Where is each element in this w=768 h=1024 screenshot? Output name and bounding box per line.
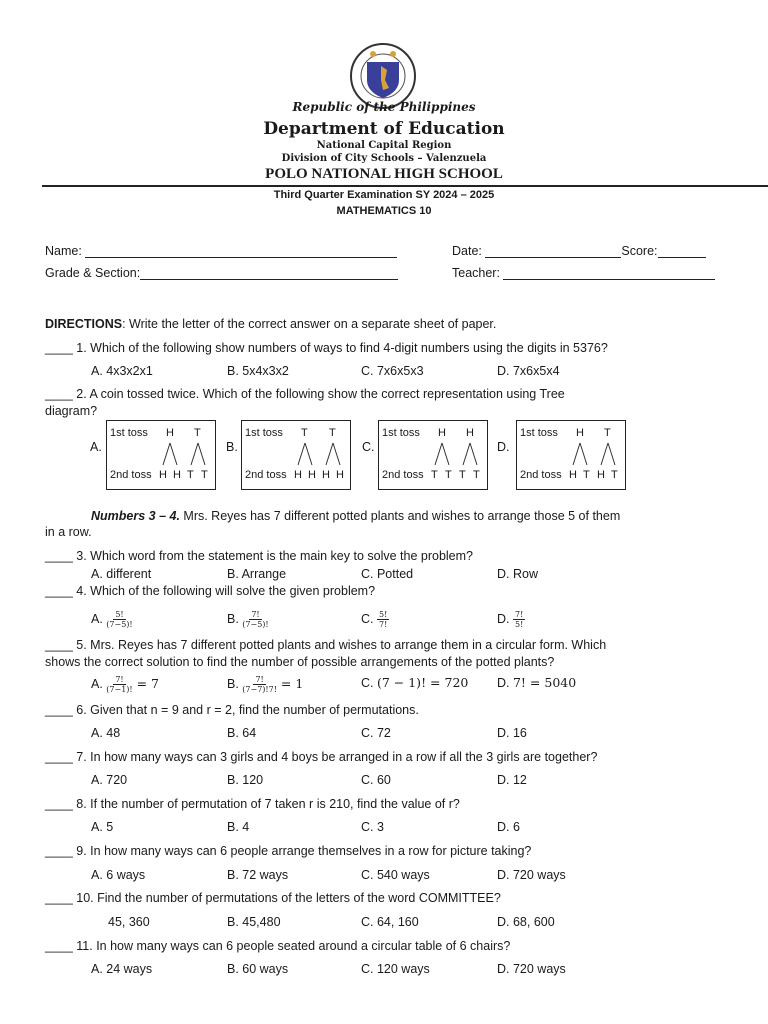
option-letter: C.	[361, 611, 377, 626]
question-5-text-cont: shows the correct solution to find the number of possible arrangements of the potted plants?	[45, 655, 555, 669]
second-toss-outcome: T	[459, 469, 466, 481]
question-9	[45, 844, 531, 858]
question-3	[45, 549, 473, 563]
first-toss-label: 1st toss	[110, 427, 148, 439]
q1-option-c: C. 7x6x5x3	[361, 364, 424, 378]
q5-option-a	[91, 675, 159, 694]
name-label: Name:	[45, 244, 82, 258]
second-toss-outcome: T	[583, 469, 590, 481]
question-8-text: 8. If the number of permutation of 7 taken r is 210, find the value of r?	[76, 797, 460, 811]
teacher-field[interactable]	[452, 266, 715, 280]
directions	[45, 317, 496, 331]
department-heading: Department of Education	[263, 119, 505, 139]
division-heading: Division of City Schools – Valenzuela	[281, 153, 487, 164]
teacher-label: Teacher:	[452, 266, 500, 280]
second-toss-label: 2nd toss	[110, 469, 152, 481]
answer-blank[interactable]: ____	[45, 891, 77, 905]
score-label: Score:	[621, 244, 658, 258]
answer-blank[interactable]: ____	[45, 549, 77, 563]
q7-option-b: B. 120	[227, 773, 264, 787]
answer-blank[interactable]: ____	[45, 750, 77, 764]
first-toss-outcome: T	[301, 427, 308, 439]
branch-line	[305, 443, 312, 465]
tree-diagram-b[interactable]	[241, 420, 351, 490]
denominator: (7−1)!	[106, 685, 133, 694]
answer-blank[interactable]: ____	[45, 844, 77, 858]
q8-option-d: D. 6	[497, 820, 520, 834]
second-toss-outcome: T	[611, 469, 618, 481]
option-letter: A.	[91, 611, 107, 626]
branch-line	[463, 443, 470, 465]
first-toss-outcome: T	[604, 427, 611, 439]
numerator: 5!	[378, 610, 388, 619]
q9-option-a: A. 6 ways	[91, 868, 146, 882]
q5-option-b	[227, 675, 303, 694]
numerator: 7!	[251, 610, 260, 619]
second-toss-outcome: T	[187, 469, 194, 481]
question-3-text: 3. Which word from the statement is the main key to solve the problem?	[76, 549, 473, 563]
date-score-field[interactable]	[452, 244, 706, 258]
branch-line	[170, 443, 177, 465]
second-toss-outcome: H	[159, 469, 167, 481]
q9-option-c: C. 540 ways	[361, 868, 430, 882]
answer-blank[interactable]: ____	[45, 638, 77, 652]
directions-label: DIRECTIONS	[45, 317, 123, 331]
branch-line	[163, 443, 170, 465]
branch-line	[191, 443, 198, 465]
second-toss-outcome: H	[336, 469, 344, 481]
question-6-text: 6. Given that n = 9 and r = 2, find the number of permutations.	[76, 703, 419, 717]
second-toss-outcome: H	[322, 469, 330, 481]
answer-blank[interactable]: ____	[45, 703, 77, 717]
second-toss-outcome: H	[173, 469, 181, 481]
region-heading: National Capital Region	[316, 140, 452, 151]
q7-option-c: C. 60	[361, 773, 391, 787]
question-5-text: 5. Mrs. Reyes has 7 different potted plants and wishes to arrange them in a circular form. Which	[76, 638, 607, 652]
q10-option-a: 45, 360	[108, 915, 150, 929]
option-letter: B.	[227, 611, 243, 626]
q10-option-c: C. 64, 160	[361, 915, 419, 929]
numerator: 5!	[115, 610, 124, 619]
q11-option-a: A. 24 ways	[91, 962, 153, 976]
option-letter: D.	[497, 611, 513, 626]
first-toss-outcome: H	[438, 427, 446, 439]
fraction	[242, 675, 277, 694]
date-label: Date:	[452, 244, 482, 258]
q3-option-a: A. different	[91, 567, 152, 581]
answer-blank[interactable]: ____	[45, 797, 77, 811]
q10-option-d: D. 68, 600	[497, 915, 555, 929]
branch-line	[601, 443, 608, 465]
question-2-text: 2. A coin tossed twice. Which of the following show the correct representation using Tree	[76, 387, 565, 401]
tree-diagram-c[interactable]	[378, 420, 488, 490]
expression: 7! = 5040	[512, 675, 577, 690]
second-toss-outcome: T	[201, 469, 208, 481]
question-11	[45, 939, 510, 953]
question-11-text: 11. In how many ways can 6 people seated around a circular table of 6 chairs?	[76, 939, 511, 953]
first-toss-outcome: H	[166, 427, 174, 439]
q4-option-b	[227, 610, 269, 629]
q1-option-a: A. 4x3x2x1	[91, 364, 153, 378]
expression: = 1	[276, 675, 304, 691]
numbers-3-4-prompt-cont: in a row.	[45, 525, 92, 539]
first-toss-outcome: H	[466, 427, 474, 439]
question-8	[45, 797, 460, 811]
q10-option-b: B. 45,480	[227, 915, 281, 929]
grade-section-field[interactable]	[45, 266, 398, 280]
branch-line	[435, 443, 442, 465]
second-toss-outcome: T	[445, 469, 452, 481]
q9-option-b: B. 72 ways	[227, 868, 289, 882]
q5-option-c	[361, 675, 468, 690]
branch-line	[608, 443, 615, 465]
q6-option-c: C. 72	[361, 726, 391, 740]
q8-option-a: A. 5	[91, 820, 114, 834]
first-toss-outcome: T	[194, 427, 201, 439]
grade-label: Grade & Section:	[45, 266, 141, 280]
question-9-text: 9. In how many ways can 6 people arrange themselves in a row for picture taking?	[76, 844, 532, 858]
name-field[interactable]	[45, 244, 397, 258]
expression: = 7	[132, 675, 160, 691]
branch-line	[442, 443, 449, 465]
q3-option-c: C. Potted	[361, 567, 414, 581]
question-4-text: 4. Which of the following will solve the given problem?	[76, 584, 376, 598]
q11-option-c: C. 120 ways	[361, 962, 430, 976]
q6-option-d: D. 16	[497, 726, 527, 740]
q11-option-b: B. 60 ways	[227, 962, 289, 976]
first-toss-outcome: H	[576, 427, 584, 439]
prompt-label: Numbers 3 – 4.	[91, 509, 180, 523]
question-2	[45, 387, 565, 401]
question-10-text: 10. Find the number of permutations of the letters of the word COMMITTEE?	[76, 891, 501, 905]
second-toss-outcome: H	[308, 469, 316, 481]
expression: (7 − 1)! = 720	[376, 675, 469, 690]
option-letter: D.	[497, 676, 513, 690]
header-divider	[42, 185, 768, 187]
exam-title: Third Quarter Examination SY 2024 – 2025	[273, 189, 495, 201]
q4-option-c	[361, 610, 389, 629]
second-toss-label: 2nd toss	[382, 469, 424, 481]
first-toss-outcome: T	[329, 427, 336, 439]
second-toss-label: 2nd toss	[245, 469, 287, 481]
question-7	[45, 750, 597, 764]
question-7-text: 7. In how many ways can 3 girls and 4 boys be arranged in a row if all the 3 girls are together?	[76, 750, 598, 764]
second-toss-outcome: H	[597, 469, 605, 481]
q6-option-a: A. 48	[91, 726, 121, 740]
question-6	[45, 703, 419, 717]
branch-line	[580, 443, 587, 465]
subject-title: MATHEMATICS 10	[336, 205, 432, 217]
answer-blank[interactable]: ____	[45, 939, 77, 953]
denominator: 5!	[514, 620, 524, 629]
option-letter: B.	[227, 676, 243, 691]
school-name: POLO NATIONAL HIGH SCHOOL	[265, 166, 503, 182]
numerator: 7!	[115, 675, 124, 684]
tree-option-label: A.	[90, 440, 102, 454]
branch-line	[573, 443, 580, 465]
prompt-text: Mrs. Reyes has 7 different potted plants and wishes to arrange those 5 of them	[179, 509, 621, 523]
q4-option-a	[91, 610, 133, 629]
second-toss-outcome: T	[431, 469, 438, 481]
second-toss-label: 2nd toss	[520, 469, 562, 481]
denominator: 7!	[378, 620, 388, 629]
second-toss-outcome: H	[569, 469, 577, 481]
first-toss-label: 1st toss	[520, 427, 558, 439]
tree-option-label: B.	[226, 440, 238, 454]
branch-line	[333, 443, 340, 465]
branch-line	[470, 443, 477, 465]
q11-option-d: D. 720 ways	[497, 962, 566, 976]
question-10	[45, 891, 501, 905]
q8-option-c: C. 3	[361, 820, 384, 834]
branch-line	[298, 443, 305, 465]
q4-option-d	[497, 610, 525, 629]
question-4	[45, 584, 375, 598]
q6-option-b: B. 64	[227, 726, 257, 740]
second-toss-outcome: H	[294, 469, 302, 481]
fraction	[106, 675, 132, 694]
tree-option-label: C.	[362, 440, 375, 454]
answer-blank[interactable]: ____	[45, 341, 77, 355]
fraction	[377, 610, 389, 629]
fraction	[513, 610, 525, 629]
q1-option-d: D. 7x6x5x4	[497, 364, 560, 378]
q7-option-d: D. 12	[497, 773, 527, 787]
question-2-text-cont: diagram?	[45, 404, 98, 418]
question-5	[45, 638, 606, 652]
question-1	[45, 341, 608, 355]
q9-option-d: D. 720 ways	[497, 868, 566, 882]
fraction	[106, 610, 132, 629]
q5-option-d	[497, 675, 576, 690]
denominator: (7−5)!	[242, 620, 269, 629]
fraction	[242, 610, 268, 629]
q8-option-b: B. 4	[227, 820, 250, 834]
directions-text: : Write the letter of the correct answer on a separate sheet of paper.	[122, 317, 497, 331]
q3-option-b: B. Arrange	[227, 567, 287, 581]
option-letter: C.	[361, 676, 377, 690]
republic-heading: Republic of the Philippines	[292, 100, 476, 114]
tree-option-label: D.	[497, 440, 510, 454]
branch-line	[198, 443, 205, 465]
question-1-text: 1. Which of the following show numbers of ways to find 4-digit numbers using the digits in 5376?	[76, 341, 608, 355]
second-toss-outcome: T	[473, 469, 480, 481]
numerator: 7!	[255, 675, 264, 684]
first-toss-label: 1st toss	[245, 427, 283, 439]
denominator: (7−7)!7!	[242, 685, 277, 694]
answer-blank[interactable]: ____	[45, 387, 77, 401]
q7-option-a: A. 720	[91, 773, 128, 787]
branch-line	[326, 443, 333, 465]
tree-diagram-d[interactable]	[516, 420, 626, 490]
denominator: (7−5)!	[106, 620, 133, 629]
answer-blank[interactable]: ____	[45, 584, 77, 598]
numerator: 7!	[514, 610, 524, 619]
option-letter: A.	[91, 676, 107, 691]
q1-option-b: B. 5x4x3x2	[227, 364, 289, 378]
q3-option-d: D. Row	[497, 567, 538, 581]
tree-diagram-a[interactable]	[106, 420, 216, 490]
numbers-3-4-prompt	[91, 509, 620, 523]
first-toss-label: 1st toss	[382, 427, 420, 439]
